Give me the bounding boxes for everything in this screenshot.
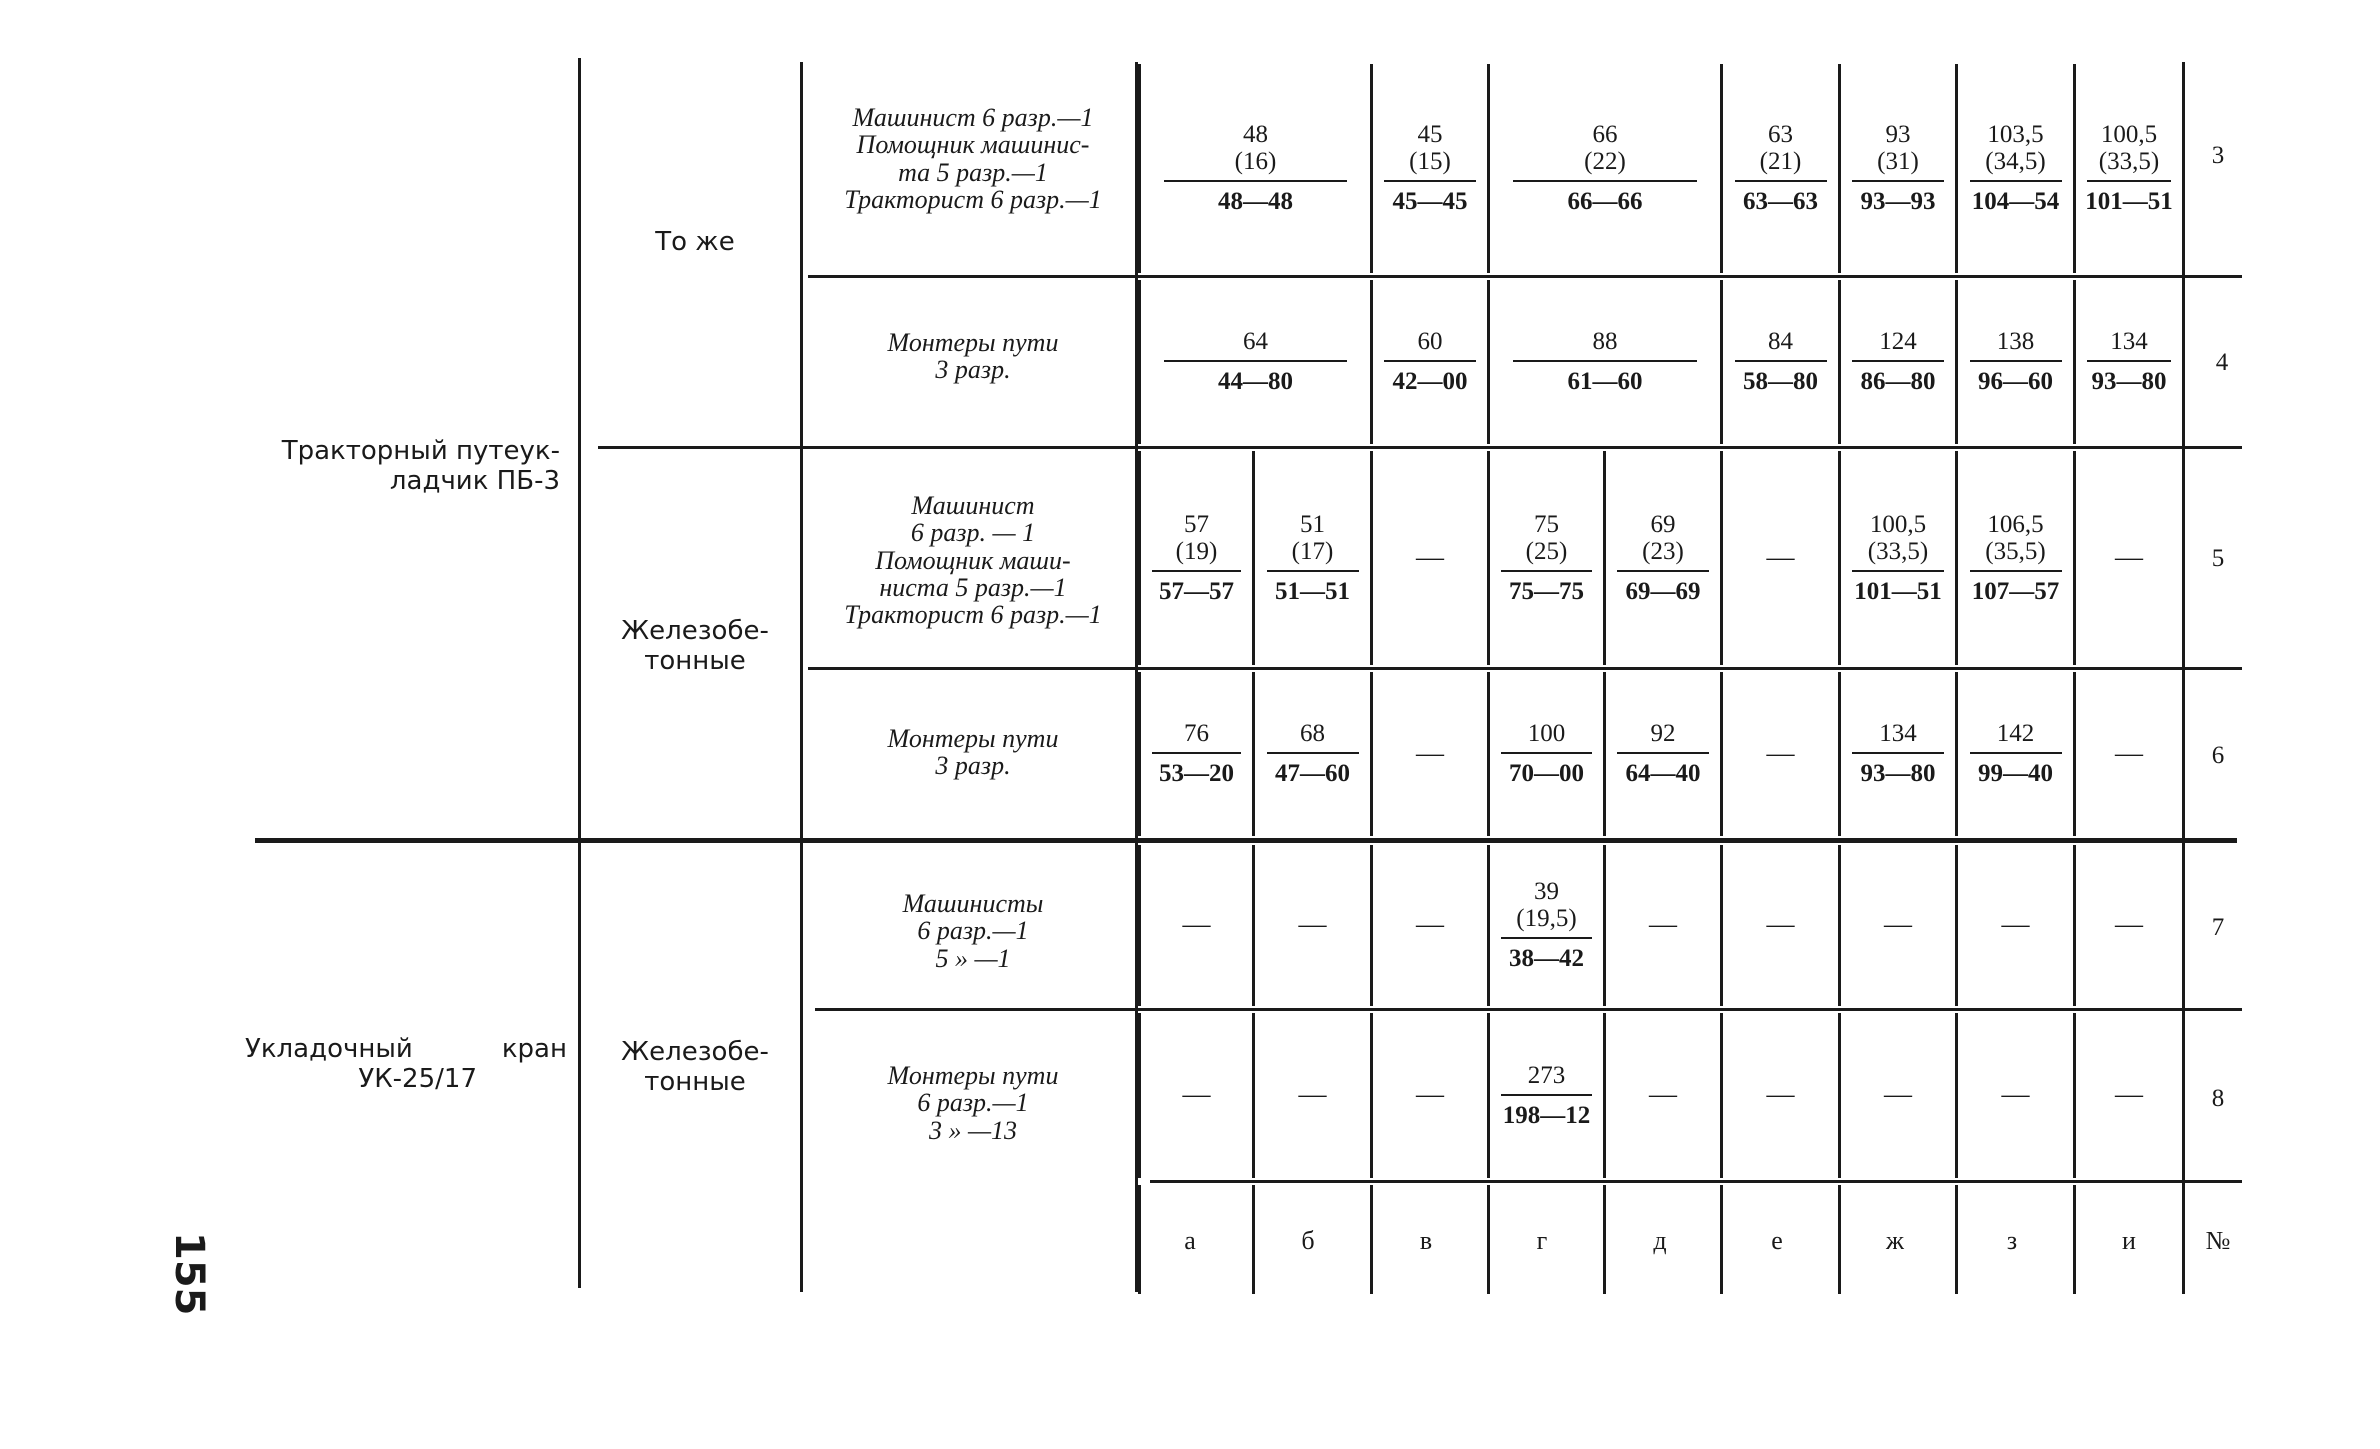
- cell-bottom-value: 64—40: [1625, 760, 1701, 788]
- empty-cell: [1723, 449, 1838, 667]
- cell-top-value: (19,5): [1516, 905, 1577, 933]
- value-cell: [1841, 449, 1955, 667]
- fraction-bar: [2087, 180, 2172, 182]
- cell-bottom-value: 198—12: [1502, 1101, 1591, 1129]
- cell-top-value: 100,5: [2100, 121, 2158, 149]
- dash-mark: —: [1649, 909, 1677, 941]
- grid-line: [2182, 1185, 2185, 1294]
- cell-top-value: 48: [1243, 121, 1268, 149]
- column-key-number: №: [2205, 1226, 2231, 1255]
- dash-mark: —: [1766, 1079, 1795, 1111]
- fraction-bar: [1970, 752, 2062, 754]
- fraction-bar: [1164, 180, 1347, 182]
- dash-mark: —: [1416, 909, 1444, 941]
- value-cell: [1373, 62, 1487, 275]
- crew-composition: [808, 1062, 1138, 1144]
- empty-cell: [1841, 843, 1955, 1008]
- fraction-bar: [2087, 360, 2172, 362]
- crew-composition: [808, 104, 1138, 213]
- column-key: в: [1419, 1226, 1433, 1255]
- crew-line: 3 разр.: [935, 751, 1011, 781]
- grid-line: [1252, 1013, 1255, 1178]
- cell-top-value: 68: [1300, 720, 1325, 748]
- value-cell: [1958, 62, 2073, 275]
- grid-line: [800, 62, 803, 1292]
- cell-bottom-value: 61—60: [1567, 368, 1643, 396]
- cell-top-value: 134: [1879, 720, 1917, 748]
- cell-bottom-value: 101—51: [2085, 188, 2173, 216]
- material-label-line: тонные: [644, 645, 746, 676]
- fraction-bar: [1501, 752, 1591, 754]
- cell-top-value: 57: [1184, 510, 1209, 538]
- fraction-bar: [1513, 180, 1697, 182]
- dash-mark: —: [1416, 737, 1444, 769]
- grid-line: [1955, 280, 1958, 444]
- cell-top-value: 64: [1243, 328, 1268, 356]
- column-key: г: [1536, 1226, 1548, 1255]
- empty-cell: [1255, 1011, 1370, 1180]
- empty-cell: [1606, 1011, 1720, 1180]
- cell-top-value: 45: [1417, 121, 1443, 149]
- crew-line: 6 разр.—1: [917, 1088, 1029, 1118]
- grid-line: [1955, 845, 1958, 1006]
- grid-line: [1603, 672, 1606, 836]
- grid-line: [1370, 1013, 1373, 1178]
- cell-bottom-value: 53—20: [1159, 760, 1234, 788]
- grid-line: [1838, 672, 1841, 836]
- cell-top-value: (23): [1642, 537, 1684, 565]
- material-label-reinforced-concrete: [590, 617, 800, 677]
- dash-mark: —: [1766, 737, 1795, 769]
- grid-line: [1720, 845, 1723, 1006]
- column-key: е: [1771, 1226, 1783, 1255]
- fraction-bar: [1852, 570, 1943, 572]
- crew-composition: [808, 725, 1138, 780]
- dash-mark: —: [1766, 909, 1795, 941]
- fraction-bar: [1164, 360, 1347, 362]
- cell-top-value: 124: [1879, 328, 1917, 356]
- empty-cell: [1373, 843, 1487, 1008]
- crew-line: Монтеры пути: [887, 1061, 1059, 1090]
- value-cell: [1141, 278, 1370, 446]
- crew-line: 3 разр.: [935, 355, 1011, 385]
- fraction-bar: [1617, 752, 1708, 754]
- dash-mark: —: [2115, 541, 2143, 573]
- value-cell: [1841, 62, 1955, 275]
- cell-bottom-value: 93—93: [1860, 188, 1936, 216]
- grid-line: [1138, 672, 1141, 836]
- cell-bottom-value: 47—60: [1275, 760, 1350, 788]
- cell-top-value: 75: [1534, 510, 1559, 538]
- grid-line: [1370, 672, 1373, 836]
- cell-bottom-value: 107—57: [1971, 577, 2060, 605]
- value-cell: [1841, 670, 1955, 838]
- fraction-bar: [1384, 360, 1475, 362]
- value-cell: [1606, 449, 1720, 667]
- grid-line: [1370, 64, 1373, 273]
- grid-line: [2182, 280, 2185, 444]
- material-label-line: Железобе-: [621, 1037, 769, 1067]
- value-cell: [1373, 278, 1487, 446]
- crew-line: та 5 разр.—1: [898, 157, 1048, 187]
- grid-line: [2073, 672, 2076, 836]
- material-label-line: тонные: [644, 1066, 746, 1097]
- row-number: 6: [2211, 742, 2225, 769]
- grid-line: [1487, 672, 1490, 836]
- cell-bottom-value: 48—48: [1218, 188, 1293, 216]
- cell-top-value: 92: [1650, 720, 1676, 748]
- grid-line: [1603, 451, 1606, 665]
- dash-mark: —: [2115, 737, 2143, 769]
- empty-cell: [1141, 1011, 1252, 1180]
- fraction-bar: [1970, 360, 2062, 362]
- machine-label-pb3: [250, 437, 560, 497]
- cell-top-value: (15): [1409, 148, 1451, 176]
- crew-composition: [808, 329, 1138, 384]
- fraction-bar: [1267, 570, 1359, 572]
- dash-mark: —: [2001, 1079, 2030, 1111]
- empty-cell: [2076, 1011, 2182, 1180]
- grid-line: [1720, 1185, 1723, 1294]
- dash-mark: —: [1182, 909, 1211, 941]
- grid-line: [1487, 1185, 1490, 1294]
- crew-line: Тракторист 6 разр.—1: [844, 184, 1102, 214]
- fraction-bar: [1852, 360, 1943, 362]
- empty-cell: [1255, 843, 1370, 1008]
- fraction-bar: [1970, 570, 2062, 572]
- empty-cell: [1373, 449, 1487, 667]
- fraction-bar: [1617, 570, 1708, 572]
- cell-bottom-value: 38—42: [1509, 945, 1584, 973]
- dash-mark: —: [1884, 909, 1912, 941]
- cell-bottom-value: 99—40: [1978, 760, 2053, 788]
- crew-line: Машинист: [911, 491, 1035, 520]
- empty-cell: [1723, 670, 1838, 838]
- fraction-bar: [1267, 752, 1359, 754]
- grid-line: [1720, 451, 1723, 665]
- crew-line: Помощник маши-: [875, 545, 1071, 575]
- row-number: 3: [2211, 142, 2225, 169]
- empty-cell: [1373, 670, 1487, 838]
- value-cell: [1255, 670, 1370, 838]
- cell-top-value: (31): [1877, 148, 1919, 176]
- column-key: а: [1184, 1226, 1196, 1255]
- fraction-bar: [1735, 360, 1827, 362]
- cell-bottom-value: 86—80: [1860, 368, 1936, 396]
- fraction-bar: [1501, 937, 1591, 939]
- dash-mark: —: [1416, 1079, 1444, 1111]
- cell-top-value: 69: [1650, 510, 1676, 538]
- column-key: д: [1653, 1226, 1667, 1255]
- cell-top-value: 88: [1592, 328, 1618, 356]
- grid-line: [578, 58, 581, 1288]
- crew-composition: [808, 890, 1138, 972]
- fraction-bar: [1152, 752, 1241, 754]
- grid-line: [1603, 1013, 1606, 1178]
- value-cell: [1490, 1011, 1603, 1180]
- cell-bottom-value: 51—51: [1275, 577, 1350, 605]
- dash-mark: —: [1298, 1079, 1327, 1111]
- value-cell: [1141, 670, 1252, 838]
- fraction-bar: [1384, 180, 1475, 182]
- cell-top-value: (17): [1291, 537, 1334, 565]
- cell-top-value: 93: [1885, 121, 1911, 149]
- value-cell: [2076, 278, 2182, 446]
- cell-top-value: (33,5): [2098, 148, 2160, 176]
- grid-line: [2073, 64, 2076, 273]
- cell-top-value: 142: [1996, 720, 2035, 748]
- cell-top-value: 39: [1534, 878, 1559, 906]
- grid-line: [1955, 451, 1958, 665]
- grid-line: [2073, 845, 2076, 1006]
- cell-top-value: (35,5): [1985, 537, 2046, 565]
- dash-mark: —: [2001, 909, 2030, 941]
- grid-line: [1838, 1013, 1841, 1178]
- grid-line: [1603, 845, 1606, 1006]
- empty-cell: [2076, 843, 2182, 1008]
- cell-bottom-value: 42—00: [1392, 368, 1468, 396]
- empty-cell: [2076, 449, 2182, 667]
- cell-top-value: 66: [1592, 121, 1618, 149]
- machine-label-line: ладчик ПБ-3: [389, 465, 560, 496]
- value-cell: [1141, 62, 1370, 275]
- grid-line: [1720, 672, 1723, 836]
- dash-mark: —: [1182, 1079, 1211, 1111]
- material-label-line: То же: [655, 227, 735, 257]
- cell-bottom-value: 104—54: [1971, 188, 2060, 216]
- crew-line: Тракторист 6 разр.—1: [844, 600, 1102, 630]
- cell-top-value: 60: [1417, 328, 1443, 356]
- crew-line: 5 » —1: [935, 943, 1011, 973]
- grid-line: [1487, 845, 1490, 1006]
- grid-line: [1138, 280, 1141, 444]
- grid-line: [2073, 1185, 2076, 1294]
- grid-line: [1252, 672, 1255, 836]
- grid-line: [1150, 1180, 2242, 1183]
- grid-line: [1370, 1185, 1373, 1294]
- grid-line: [1370, 451, 1373, 665]
- grid-line: [2182, 451, 2185, 665]
- page-number: 155: [166, 1232, 212, 1316]
- material-label-reinforced-concrete: [590, 1038, 800, 1098]
- empty-cell: [1841, 1011, 1955, 1180]
- crew-composition: [805, 492, 1141, 628]
- empty-cell: [1723, 843, 1838, 1008]
- grid-line: [2182, 672, 2185, 836]
- empty-cell: [1606, 843, 1720, 1008]
- crew-line: 6 разр.—1: [917, 916, 1029, 946]
- machine-label-line: Тракторный путеук-: [281, 436, 560, 466]
- grid-line: [1955, 64, 1958, 273]
- cell-top-value: 100,5: [1869, 510, 1927, 538]
- cell-top-value: 51: [1300, 510, 1325, 538]
- value-cell: [1490, 449, 1603, 667]
- fraction-bar: [1501, 570, 1591, 572]
- value-cell: [1841, 278, 1955, 446]
- material-label-same: [590, 228, 800, 258]
- empty-cell: [1958, 843, 2073, 1008]
- grid-line: [2182, 1013, 2185, 1178]
- row-number: 8: [2211, 1085, 2225, 1112]
- row-number: 5: [2211, 545, 2225, 572]
- cell-bottom-value: 58—80: [1743, 368, 1818, 396]
- grid-line: [1955, 1185, 1958, 1294]
- grid-line: [1720, 64, 1723, 273]
- grid-line: [1370, 845, 1373, 1006]
- cell-top-value: 103,5: [1987, 121, 2044, 149]
- cell-bottom-value: 63—63: [1743, 188, 1818, 216]
- crew-line: 6 разр. — 1: [910, 518, 1036, 548]
- grid-line: [1370, 280, 1373, 444]
- machine-label-uk: [245, 1035, 567, 1095]
- dash-mark: —: [2115, 1079, 2143, 1111]
- grid-line: [1720, 1013, 1723, 1178]
- cell-top-value: 100: [1527, 720, 1566, 748]
- cell-top-value: 76: [1184, 720, 1209, 748]
- fraction-bar: [1513, 360, 1697, 362]
- crew-line: Помощник машинис-: [856, 130, 1090, 160]
- cell-top-value: 134: [2110, 328, 2148, 356]
- value-cell: [1606, 670, 1720, 838]
- grid-line: [1138, 451, 1141, 665]
- cell-top-value: (34,5): [1985, 148, 2046, 176]
- fraction-bar: [1735, 180, 1827, 182]
- value-cell: [1141, 449, 1252, 667]
- value-cell: [1958, 670, 2073, 838]
- dash-mark: —: [1884, 1079, 1912, 1111]
- grid-line: [2073, 451, 2076, 665]
- cell-top-value: 138: [1996, 328, 2035, 356]
- grid-line: [1487, 64, 1490, 273]
- value-cell: [1723, 62, 1838, 275]
- fraction-bar: [1970, 180, 2062, 182]
- value-cell: [1490, 843, 1603, 1008]
- column-key: з: [2006, 1226, 2018, 1255]
- crew-line: Монтеры пути: [887, 724, 1059, 753]
- column-key: ж: [1886, 1226, 1904, 1255]
- column-key: б: [1301, 1226, 1315, 1255]
- grid-line: [1138, 1185, 1141, 1294]
- row-number: 4: [2215, 349, 2229, 376]
- fraction-bar: [1852, 752, 1943, 754]
- fraction-bar: [1501, 1094, 1591, 1096]
- column-key: и: [2122, 1226, 2136, 1255]
- grid-line: [1252, 845, 1255, 1006]
- fraction-bar: [1152, 570, 1241, 572]
- fraction-bar: [1852, 180, 1943, 182]
- grid-line: [1138, 1013, 1141, 1178]
- dash-mark: —: [1766, 541, 1795, 573]
- grid-line: [1252, 1185, 1255, 1294]
- cell-bottom-value: 96—60: [1978, 368, 2053, 396]
- crew-line: 3 » —13: [928, 1115, 1018, 1145]
- grid-line: [1838, 1185, 1841, 1294]
- crew-line: Машинист 6 разр.—1: [852, 103, 1094, 132]
- grid-line: [1252, 451, 1255, 665]
- cell-top-value: 106,5: [1987, 510, 2044, 538]
- empty-cell: [2076, 670, 2182, 838]
- cell-top-value: (33,5): [1867, 537, 1929, 565]
- value-cell: [1490, 62, 1720, 275]
- grid-line: [1838, 845, 1841, 1006]
- value-cell: [1490, 278, 1720, 446]
- cell-bottom-value: 45—45: [1392, 188, 1468, 216]
- grid-line: [1838, 280, 1841, 444]
- grid-line: [1138, 845, 1141, 1006]
- cell-bottom-value: 93—80: [2091, 368, 2167, 396]
- cell-bottom-value: 44—80: [1218, 368, 1293, 396]
- cell-bottom-value: 70—00: [1509, 760, 1584, 788]
- cell-top-value: (22): [1584, 148, 1626, 176]
- value-cell: [1958, 278, 2073, 446]
- cell-bottom-value: 75—75: [1509, 577, 1584, 605]
- value-cell: [1255, 449, 1370, 667]
- cell-bottom-value: 66—66: [1567, 188, 1643, 216]
- cell-top-value: (25): [1525, 537, 1568, 565]
- cell-top-value: (19): [1175, 537, 1218, 565]
- dash-mark: —: [1416, 541, 1444, 573]
- dash-mark: —: [2115, 909, 2143, 941]
- empty-cell: [1373, 1011, 1487, 1180]
- value-cell: [1490, 670, 1603, 838]
- grid-line: [1487, 280, 1490, 444]
- cell-top-value: 273: [1527, 1061, 1566, 1089]
- grid-line: [1838, 64, 1841, 273]
- grid-line: [1720, 280, 1723, 444]
- grid-line: [1487, 451, 1490, 665]
- cell-bottom-value: 93—80: [1860, 760, 1936, 788]
- grid-line: [1487, 1013, 1490, 1178]
- empty-cell: [1141, 843, 1252, 1008]
- crew-line: Машинисты: [902, 889, 1044, 918]
- value-cell: [2076, 62, 2182, 275]
- crew-line: Монтеры пути: [887, 328, 1059, 357]
- material-label-line: Железобе-: [621, 616, 769, 646]
- grid-line: [2073, 280, 2076, 444]
- grid-line: [2182, 845, 2185, 1006]
- grid-line: [2182, 64, 2185, 273]
- cell-top-value: (21): [1759, 148, 1802, 176]
- dash-mark: —: [1649, 1079, 1677, 1111]
- cell-bottom-value: 57—57: [1159, 577, 1234, 605]
- cell-top-value: 84: [1768, 328, 1793, 356]
- grid-line: [1603, 1185, 1606, 1294]
- empty-cell: [1723, 1011, 1838, 1180]
- crew-line: ниста 5 разр.—1: [879, 572, 1067, 602]
- cell-top-value: (16): [1234, 148, 1277, 176]
- grid-line: [1138, 64, 1141, 273]
- value-cell: [1958, 449, 2073, 667]
- cell-top-value: 63: [1768, 121, 1793, 149]
- machine-label-line: УК-25/17: [358, 1063, 477, 1094]
- cell-bottom-value: 101—51: [1854, 577, 1942, 605]
- machine-label-line: Укладочный кран: [245, 1034, 567, 1064]
- empty-cell: [1958, 1011, 2073, 1180]
- grid-line: [2073, 1013, 2076, 1178]
- value-cell: [1723, 278, 1838, 446]
- grid-line: [1838, 451, 1841, 665]
- grid-line: [1955, 672, 1958, 836]
- row-number: 7: [2211, 914, 2225, 941]
- dash-mark: —: [1298, 909, 1327, 941]
- grid-line: [1955, 1013, 1958, 1178]
- cell-bottom-value: 69—69: [1625, 577, 1701, 605]
